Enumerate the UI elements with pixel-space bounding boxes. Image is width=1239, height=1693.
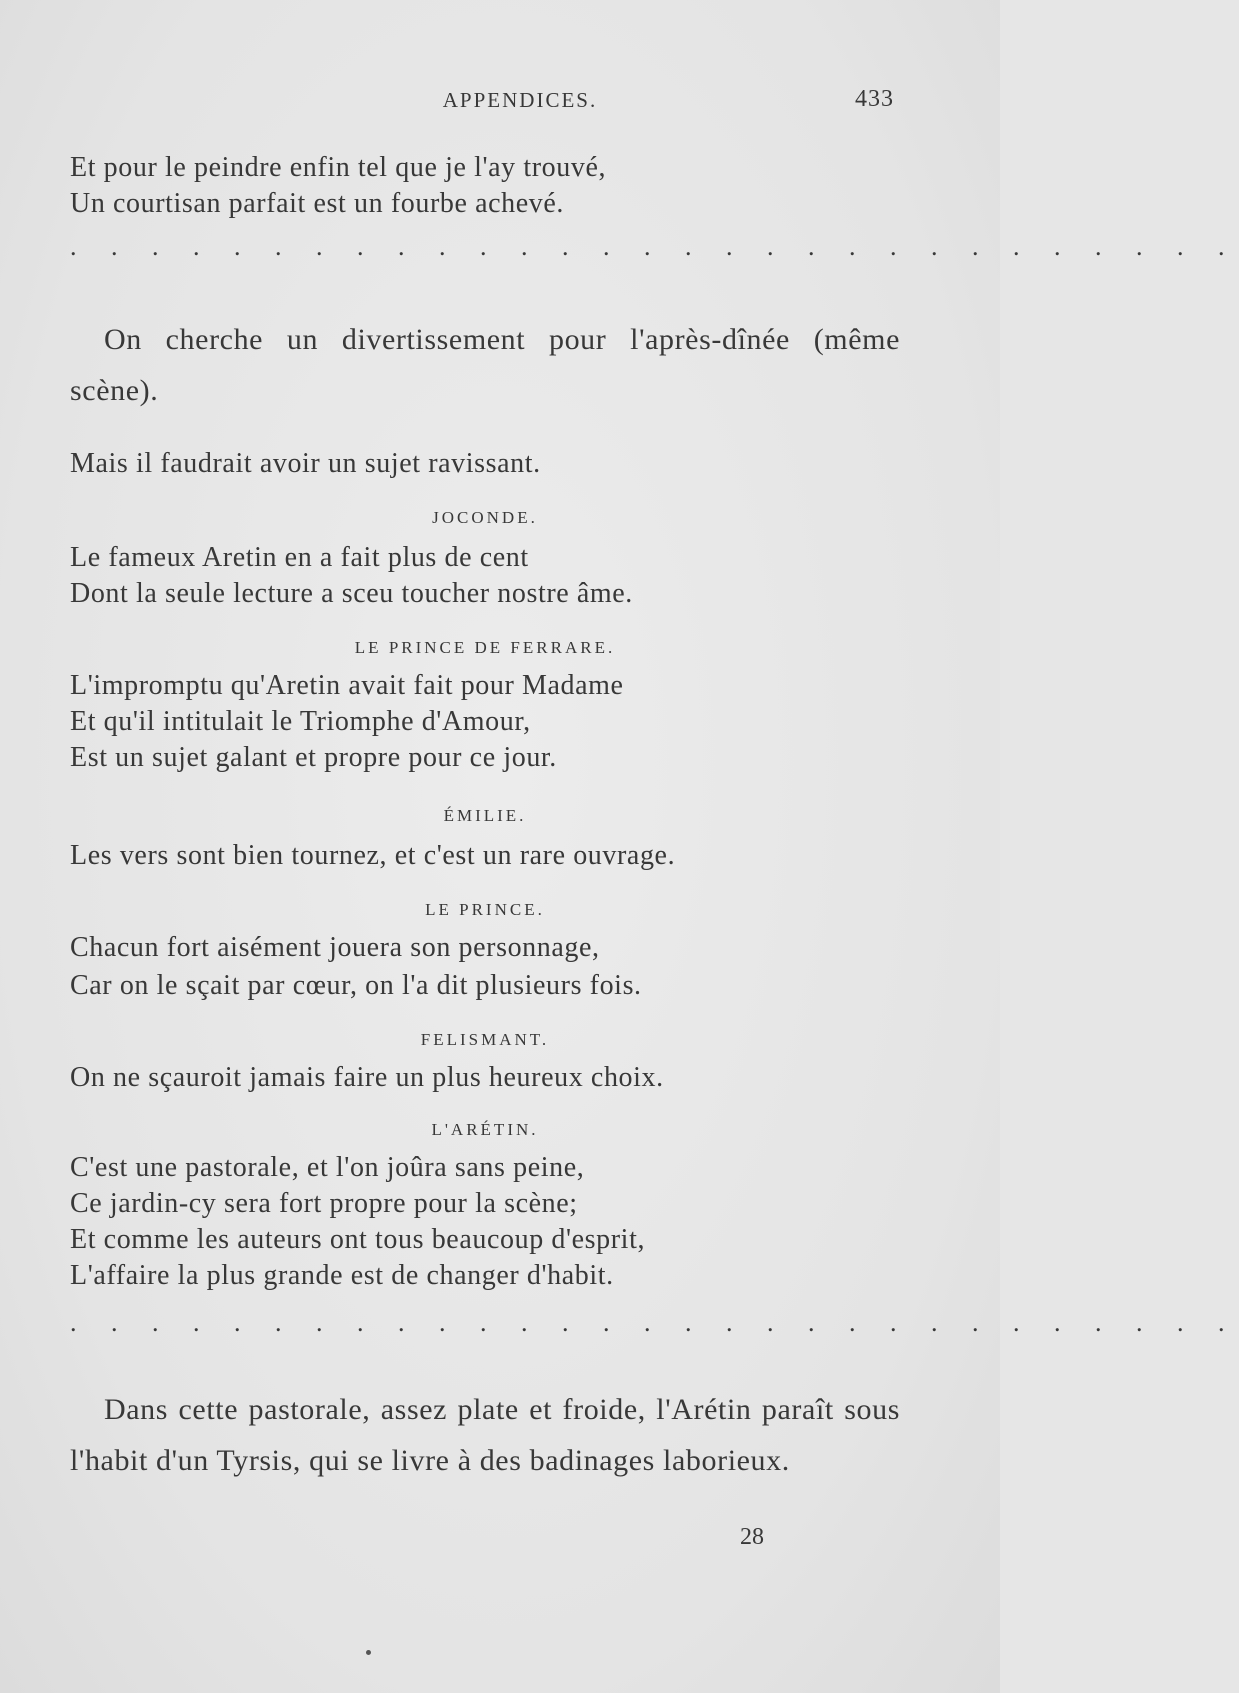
verse-line: Chacun fort aisément jouera son personnage, [70, 932, 600, 963]
speaker-name: LE PRINCE DE FERRARE. [354, 638, 616, 657]
ellipsis-line: . . . . . . . . . . . . . . . . . . . . . . . . . . . . . [70, 232, 1239, 261]
ellipsis-line: . . . . . . . . . . . . . . . . . . . . . . . . . . . . . [70, 1308, 1239, 1337]
verse-line: Le fameux Aretin en a fait plus de cent [70, 542, 529, 573]
signature-mark: 28 [740, 1524, 764, 1550]
verse-line: C'est une pastorale, et l'on joûra sans peine, [70, 1152, 585, 1183]
page-number: 433 [855, 86, 894, 112]
verse-line: Est un sujet galant et propre pour ce jour. [70, 742, 557, 773]
paragraph [70, 1384, 900, 1486]
paragraph-text: Dans cette pastorale, assez plate et froide, l'Arétin paraît sous l'habit d'un Tyrsis, qui se livre à des badinages laborieux. [70, 1393, 900, 1477]
speaker-name: FELISMANT. [420, 1030, 550, 1049]
speaker-name: L'ARÉTIN. [431, 1120, 539, 1139]
verse-line: L'affaire la plus grande est de changer d'habit. [70, 1260, 614, 1291]
verse-line: Et pour le peindre enfin tel que je l'ay trouvé, [70, 152, 607, 183]
verse-line: Ce jardin-cy sera fort propre pour la scène; [70, 1188, 578, 1219]
verse-line: L'impromptu qu'Aretin avait fait pour Madame [70, 670, 624, 701]
speaker-name: JOCONDE. [432, 508, 538, 527]
verse-line: Car on le sçait par cœur, on l'a dit plusieurs fois. [70, 970, 642, 1001]
verse-line: On ne sçauroit jamais faire un plus heureux choix. [70, 1062, 664, 1093]
verse-line: Les vers sont bien tournez, et c'est un rare ouvrage. [70, 840, 676, 871]
running-head: APPENDICES. [442, 88, 598, 112]
speaker-name: LE PRINCE. [425, 900, 545, 919]
paragraph [70, 314, 900, 416]
verse-line: Dont la seule lecture a sceu toucher nostre âme. [70, 578, 633, 609]
verse-line: Et qu'il intitulait le Triomphe d'Amour, [70, 706, 531, 737]
paragraph-text: On cherche un divertissement pour l'après-dînée (même scène). [70, 323, 900, 407]
ink-speck [366, 1650, 371, 1655]
verse-line: Et comme les auteurs ont tous beaucoup d'esprit, [70, 1224, 646, 1255]
speaker-name: ÉMILIE. [443, 806, 527, 825]
page-header [70, 88, 900, 118]
verse-line: Mais il faudrait avoir un sujet ravissant. [70, 448, 541, 479]
verse-line: Un courtisan parfait est un fourbe achevé. [70, 188, 565, 219]
